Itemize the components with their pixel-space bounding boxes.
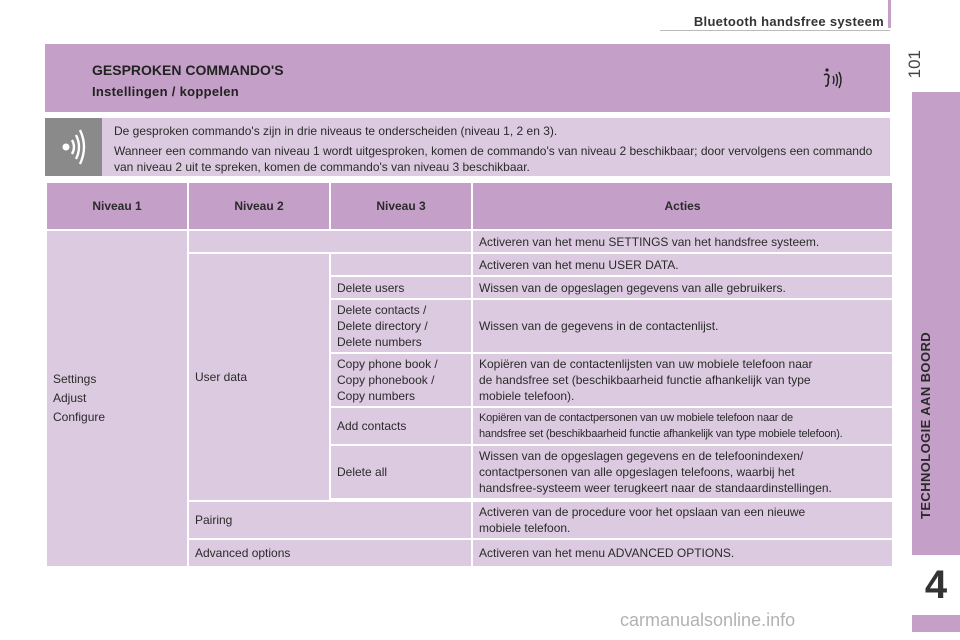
section-subtitle: Instellingen / koppelen xyxy=(92,84,240,99)
page-number: 101 xyxy=(905,50,924,79)
add-contacts-action xyxy=(473,408,892,444)
delete-all-action xyxy=(473,446,892,498)
col-header-level2: Niveau 2 xyxy=(189,183,329,229)
level1-adjust: Adjust xyxy=(53,391,87,405)
line: handsfree-systeem weer terugkeert naar de standaardinstellingen. xyxy=(479,481,832,495)
line: mobiele telefoon). xyxy=(479,389,575,403)
side-tab-label: TECHNOLOGIE AAN BOORD xyxy=(918,331,933,519)
intro-paragraph-2: Wanneer een commando van niveau 1 wordt uitgesproken, komen de commando's van niveau 2 beschikbaar; door vervolgens een commando van niveau 2 uit te spreken, komen de commando's van niveau 3 beschikbaar. xyxy=(114,144,873,174)
line: Activeren van de procedure voor het opslaan van een nieuwe xyxy=(479,505,806,519)
empty-cell xyxy=(189,231,471,252)
intro-paragraph-1: De gesproken commando's zijn in drie niveaus te onderscheiden (niveau 1, 2 en 3). xyxy=(114,124,558,138)
watermark: carmanualsonline.info xyxy=(620,610,796,630)
page-header-title: Bluetooth handsfree systeem xyxy=(693,14,884,29)
userdata-action: Activeren van het menu USER DATA. xyxy=(473,254,892,275)
line: mobiele telefoon. xyxy=(479,521,571,535)
table-row xyxy=(47,231,892,252)
empty-cell xyxy=(331,254,471,275)
line: Kopiëren van de contactpersonen van uw mobiele telefoon naar de xyxy=(479,412,793,424)
level3-add-contacts: Add contacts xyxy=(331,408,471,444)
table-header-row xyxy=(47,183,892,229)
intro-icon-box xyxy=(45,118,102,176)
level2-user-data: User data xyxy=(189,254,329,500)
line: Kopiëren van de contactenlijsten van uw mobiele telefoon naar xyxy=(479,357,813,371)
sound-wave-icon xyxy=(45,118,102,176)
line: handsfree set (beschikbaarheid functie afhankelijk van type mobiele telefoon). xyxy=(479,428,843,440)
line: Delete directory / xyxy=(337,319,428,333)
advanced-action: Activeren van het menu ADVANCED OPTIONS. xyxy=(473,540,892,566)
intro-text xyxy=(102,118,890,176)
level2-pairing: Pairing xyxy=(189,502,471,538)
delete-contacts-action: Wissen van de gegevens in de contactenlijst. xyxy=(473,300,892,352)
header-rule xyxy=(660,30,890,31)
level2-advanced-options: Advanced options xyxy=(189,540,471,566)
chapter-number: 4 xyxy=(912,555,960,615)
pairing-action xyxy=(473,502,892,538)
voice-command-icon xyxy=(821,66,845,92)
intro-block xyxy=(45,118,890,176)
copy-phonebook-action xyxy=(473,354,892,406)
line: Delete contacts / xyxy=(337,303,427,317)
line: Copy phonebook / xyxy=(337,373,435,387)
section-title: GESPROKEN COMMANDO'S xyxy=(92,62,284,78)
line: Delete numbers xyxy=(337,335,422,349)
col-header-level3: Niveau 3 xyxy=(331,183,471,229)
line: de handsfree set (beschikbaarheid functie afhankelijk van type xyxy=(479,373,811,387)
level1-cell xyxy=(47,231,187,566)
level3-delete-users: Delete users xyxy=(331,277,471,298)
line: Copy phone book / xyxy=(337,357,438,371)
level3-delete-contacts xyxy=(331,300,471,352)
title-block xyxy=(45,44,890,112)
line: Copy numbers xyxy=(337,389,416,403)
line: contactpersonen van alle opgeslagen telefoons, waarbij het xyxy=(479,465,795,479)
commands-table xyxy=(45,181,894,568)
level3-copy-phonebook xyxy=(331,354,471,406)
line: Wissen van de opgeslagen gegevens en de telefoonindexen/ xyxy=(479,449,804,463)
level1-settings: Settings xyxy=(53,372,97,386)
level1-configure: Configure xyxy=(53,410,106,424)
header-accent xyxy=(888,0,891,28)
delete-users-action: Wissen van de opgeslagen gegevens van alle gebruikers. xyxy=(473,277,892,298)
settings-action: Activeren van het menu SETTINGS van het handsfree systeem. xyxy=(473,231,892,252)
level3-delete-all: Delete all xyxy=(331,446,471,498)
col-header-actions: Acties xyxy=(473,183,892,229)
col-header-level1: Niveau 1 xyxy=(47,183,187,229)
